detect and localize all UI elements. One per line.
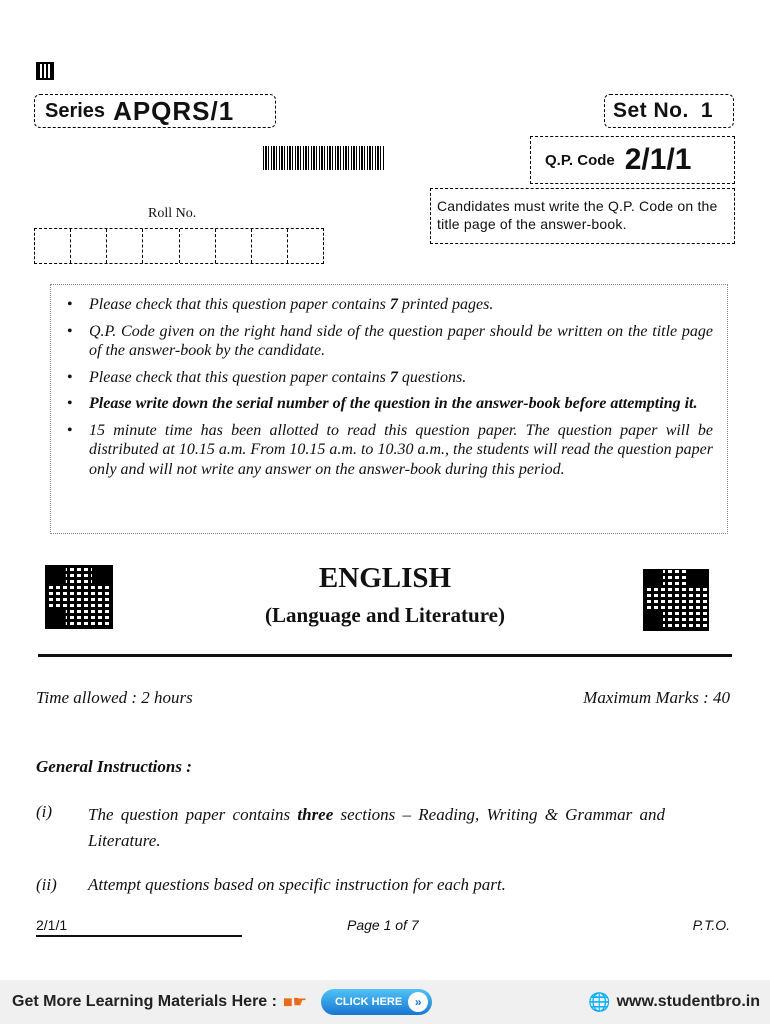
instruction-item: [63, 421, 713, 480]
roll-number-label: Roll No.: [148, 206, 197, 221]
general-item-bold: three: [297, 805, 334, 824]
bullet-icon: •: [67, 296, 73, 313]
time-allowed: Time allowed : 2 hours: [36, 688, 193, 707]
general-item-pre: The question paper contains: [88, 805, 298, 824]
pto-label: P.T.O.: [692, 917, 730, 933]
promo-banner: [0, 980, 770, 1024]
general-item-text: Attempt questions based on specific instruction for each part.: [88, 875, 506, 894]
click-here-label: CLICK HERE: [334, 996, 403, 1008]
pointing-hand-icon: ■☛: [282, 994, 307, 1011]
instruction-bold: Please write down the serial number of the question in the answer-book before attempting it.: [89, 395, 698, 412]
general-item-num: (ii): [36, 875, 57, 894]
barcode: [263, 146, 385, 170]
instruction-text: Q.P. Code given on the right hand side of the question paper should be written on the title page of the answer-book by the candidate.: [89, 322, 713, 359]
footer-underline: [36, 935, 242, 937]
bullet-icon: •: [67, 368, 73, 386]
set-label: Set No.: [613, 99, 689, 122]
instruction-text-end: questions.: [397, 368, 467, 386]
general-item-text: [88, 802, 688, 854]
page-number: Page 1 of 7: [347, 917, 419, 933]
series-box: [34, 94, 276, 128]
series-label: Series: [45, 99, 106, 122]
instruction-text: Please check that this question paper contains: [89, 368, 390, 386]
general-item-num: (i): [36, 802, 53, 821]
instructions-box: [50, 284, 728, 534]
roll-number-boxes[interactable]: [34, 228, 324, 264]
qp-code-label: Q.P. Code: [545, 151, 615, 169]
instruction-text: Please check that this question paper contains: [89, 296, 390, 313]
instruction-item: [63, 368, 713, 388]
banner-text: Get More Learning Materials Here :: [12, 993, 277, 1010]
click-here-button[interactable]: [321, 989, 432, 1015]
small-qr-code: [36, 62, 54, 80]
instruction-text-end: printed pages.: [397, 296, 494, 313]
bullet-icon: •: [67, 421, 73, 439]
subject-title: ENGLISH: [318, 562, 452, 594]
series-value: APQRS/1: [113, 95, 235, 126]
general-instructions-heading: General Instructions :: [36, 757, 192, 776]
set-number-box: [604, 94, 734, 128]
footer-code: 2/1/1: [36, 917, 68, 933]
instruction-item: [63, 295, 713, 315]
qp-code-value: 2/1/1: [624, 143, 692, 176]
instruction-item: [63, 394, 713, 414]
instruction-text: 15 minute time has been allotted to read this question paper. The question paper will be distributed at 10.15 a.m. From 10.15 a.m. to 10.30 a.m., the students will read the question paper only and will not write any answer on the answer-book during this period.: [89, 421, 713, 478]
bullet-icon: •: [67, 322, 73, 340]
maximum-marks: Maximum Marks : 40: [583, 688, 730, 707]
instruction-item: [63, 322, 713, 361]
title-divider: [38, 654, 732, 657]
qp-code-box: [530, 136, 735, 184]
double-chevron-icon: »: [408, 992, 428, 1012]
candidate-note: Candidates must write the Q.P. Code on the title page of the answer-book.: [430, 188, 735, 244]
instructions-list: [63, 295, 713, 479]
instruction-bold: 7: [389, 296, 398, 313]
bullet-icon: •: [67, 395, 73, 412]
general-item-post: sections – Reading, Writing & Grammar and Literature.: [88, 805, 665, 850]
set-value: 1: [700, 99, 713, 122]
instruction-bold: 7: [389, 368, 398, 386]
subject-subtitle: (Language and Literature): [265, 603, 505, 627]
site-link[interactable]: www.studentbro.in: [616, 993, 760, 1010]
globe-icon: 🌐: [588, 991, 611, 1012]
